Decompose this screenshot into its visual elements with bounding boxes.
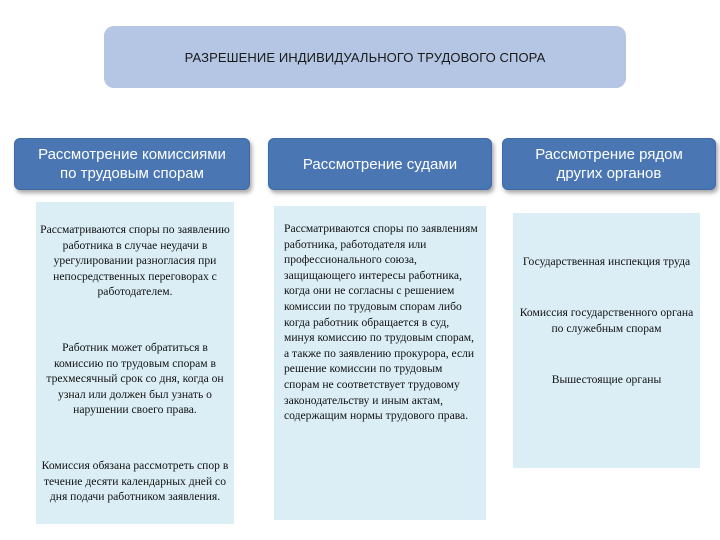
column-header-commissions-line2: по трудовым спорам	[60, 165, 204, 182]
column-header-other-bodies-line1: Рассмотрение рядом	[535, 146, 683, 163]
column-header-commissions	[14, 138, 250, 190]
courts-panel	[274, 206, 486, 520]
other-bodies-item-labor-inspection: Государственная инспекция труда	[522, 255, 691, 268]
diagram-title	[104, 26, 626, 88]
diagram-title-text: РАЗРЕШЕНИЕ ИНДИВИДУАЛЬНОГО ТРУДОВОГО СПОРА	[184, 49, 546, 65]
column-header-courts-line1: Рассмотрение судами	[302, 155, 458, 173]
column-header-other-bodies-line2: других органов	[556, 165, 662, 182]
commissions-paragraph-deadline: Работник может обратиться в комиссию по трудовым спорам в трехмесячный срок со дня, когда он узнал или должен был узнать о нарушении своего права.	[46, 341, 224, 417]
column-header-courts	[268, 138, 492, 190]
other-bodies-item-higher-authorities: Вышестоящие органы	[551, 373, 662, 386]
column-header-commissions-line1: Рассмотрение комиссиями	[38, 146, 226, 163]
other-bodies-panel	[513, 213, 700, 468]
commissions-panel	[36, 202, 234, 524]
column-header-other-bodies	[502, 138, 716, 190]
other-bodies-item-service-disputes: Комиссия государственного органа по служебным спорам	[519, 306, 694, 335]
courts-paragraph: Рассматриваются споры по заявлениям работника, работодателя или профессионального союза, защищающего интересы работника, когда они не согласны с решением комиссии по трудовым спорам либо когда работник обращается в суд, минуя комиссию по трудовым спорам, а также по заявлению прокурора, если решение комиссии по трудовым спорам не соответствует трудовому законодательству и иным актам, содержащим нормы трудового права.	[284, 222, 478, 423]
commissions-paragraph-review-period: Комиссия обязана рассмотреть спор в течение десяти календарных дней со дня подачи работником заявления.	[41, 459, 229, 504]
commissions-paragraph-scope: Рассматриваются споры по заявлению работника в случае неудачи в урегулировании разногласия при непосредственных переговорах с работодателем.	[40, 223, 230, 299]
